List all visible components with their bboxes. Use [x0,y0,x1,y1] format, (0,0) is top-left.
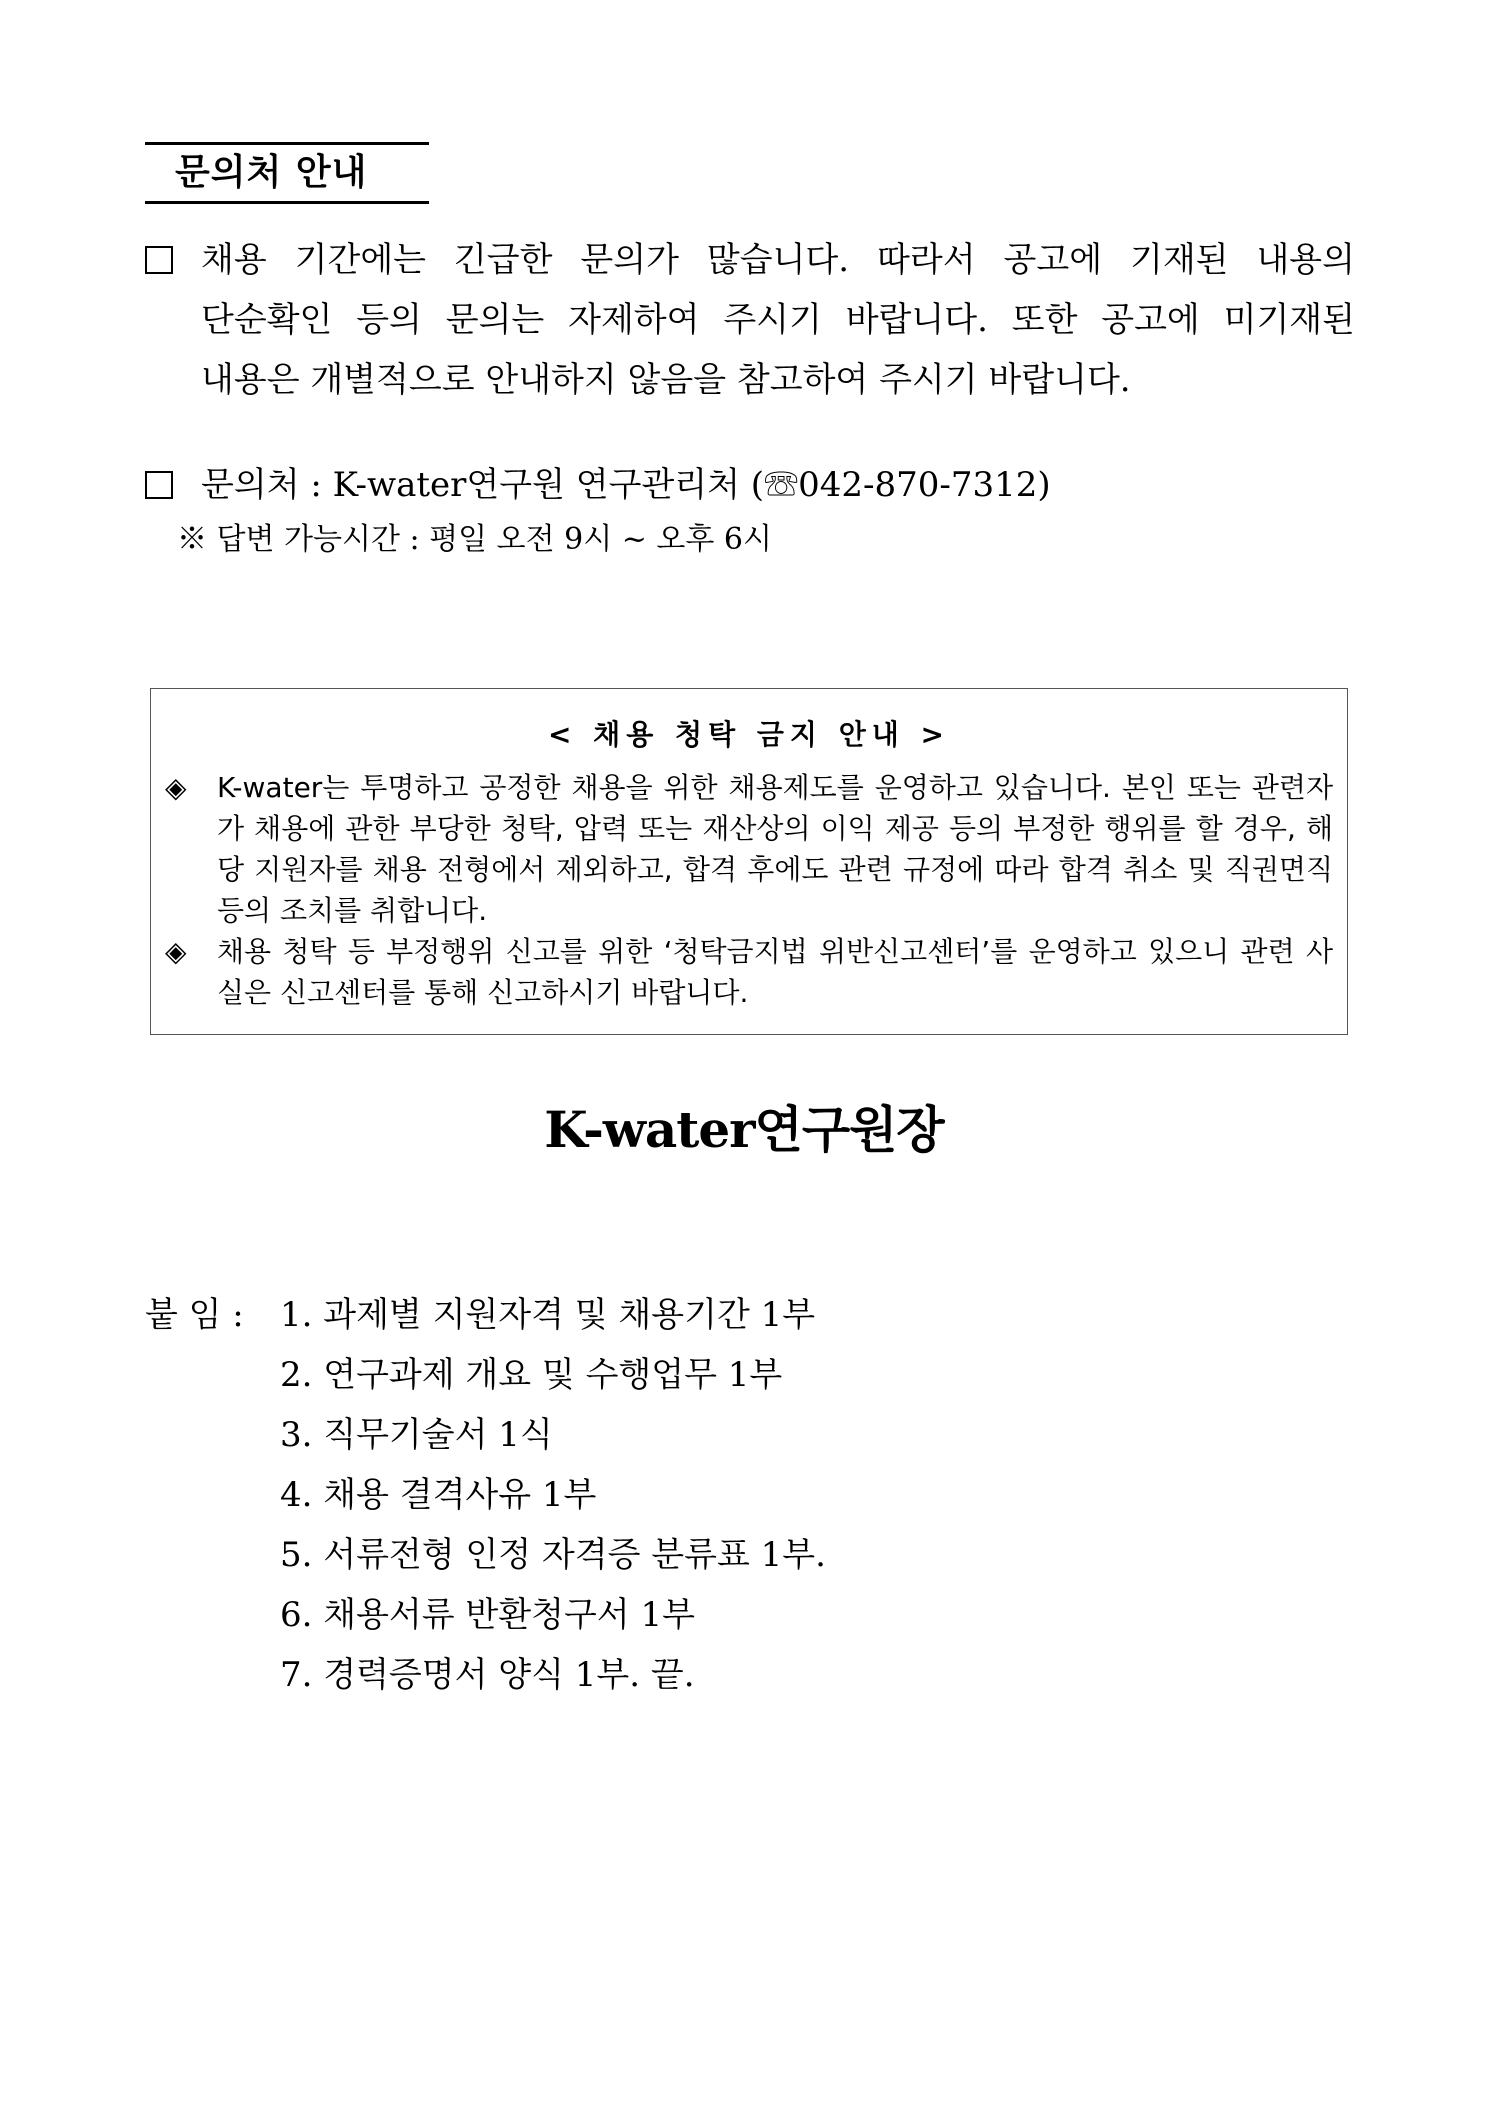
attachment-item: 1. 과제별 지원자격 및 채용기간 1부 [280,1295,816,1335]
answer-hours-note: ※ 답변 가능시간 : 평일 오전 9시 ~ 오후 6시 [177,522,772,557]
phone-number: 042-870-7312) [798,465,1051,505]
inquiry-notice-block [145,230,1355,410]
section-title: 문의처 안내 [145,142,429,204]
paragraph-line: 내용은 개별적으로 안내하지 않음을 참고하여 주시기 바랍니다. [201,360,1131,400]
attachment-item: 2. 연구과제 개요 및 수행업무 1부 [280,1355,783,1395]
attachments-label: 붙 임 : [145,1295,244,1335]
notice-item [165,767,1333,931]
attachment-row [145,1525,1245,1585]
checkbox-icon [145,471,173,499]
contact-line [201,455,1355,515]
attachment-row [145,1405,1245,1465]
attachment-item: 4. 채용 결격사유 1부 [280,1475,597,1515]
attachment-item: 5. 서류전형 인정 자격증 분류표 1부. [280,1535,826,1575]
attachment-item: 7. 경력증명서 양식 1부. 끝. [280,1655,695,1695]
attachment-row [145,1285,1245,1345]
attachment-row [145,1345,1245,1405]
notice-item [165,931,1333,1013]
attachment-item: 6. 채용서류 반환청구서 1부 [280,1595,695,1635]
signature-title: K-water연구원장 [544,1100,944,1159]
attachment-row [145,1585,1245,1645]
diamond-bullet-icon: ◈ [165,935,187,968]
notice-title: < 채용 청탁 금지 안내 > [547,718,951,751]
attachments-list [145,1285,1245,1705]
notice-item-text: 채용 청탁 등 부정행위 신고를 위한 ‘청탁금지법 위반신고센터’를 운영하고 있으니 관련 사실은 신고센터를 통해 신고하시기 바랍니다. [217,935,1333,1009]
attachment-item: 3. 직무기술서 1식 [280,1415,553,1455]
notice-item-text: K-water는 투명하고 공정한 채용을 위한 채용제도를 운영하고 있습니다. 본인 또는 관련자가 채용에 관한 부당한 청탁, 압력 또는 재산상의 이익 제공 등의 부정한 행위를 할 경우, 해당 지원자를 채용 전형에서 제외하고, 합격 후에도 관련 규정에 따라 합격 취소 및 직권면직 등의 조치를 취합니다. [217,771,1333,927]
inquiry-paragraph [201,230,1355,410]
notice-box [150,688,1348,1035]
attachment-row [145,1465,1245,1525]
diamond-bullet-icon: ◈ [165,771,187,804]
phone-icon: ☏ [764,465,799,505]
paragraph-line: 단순확인 등의 문의는 자제하여 주시기 바랍니다. 또한 공고에 미기재된 [201,300,1355,340]
contact-block [145,455,1355,565]
contact-prefix: 문의처 : K-water연구원 연구관리처 ( [201,465,765,505]
paragraph-line: 채용 기간에는 긴급한 문의가 많습니다. 따라서 공고에 기재된 내용의 [201,240,1355,280]
attachment-row [145,1645,1245,1705]
checkbox-icon [145,246,173,274]
